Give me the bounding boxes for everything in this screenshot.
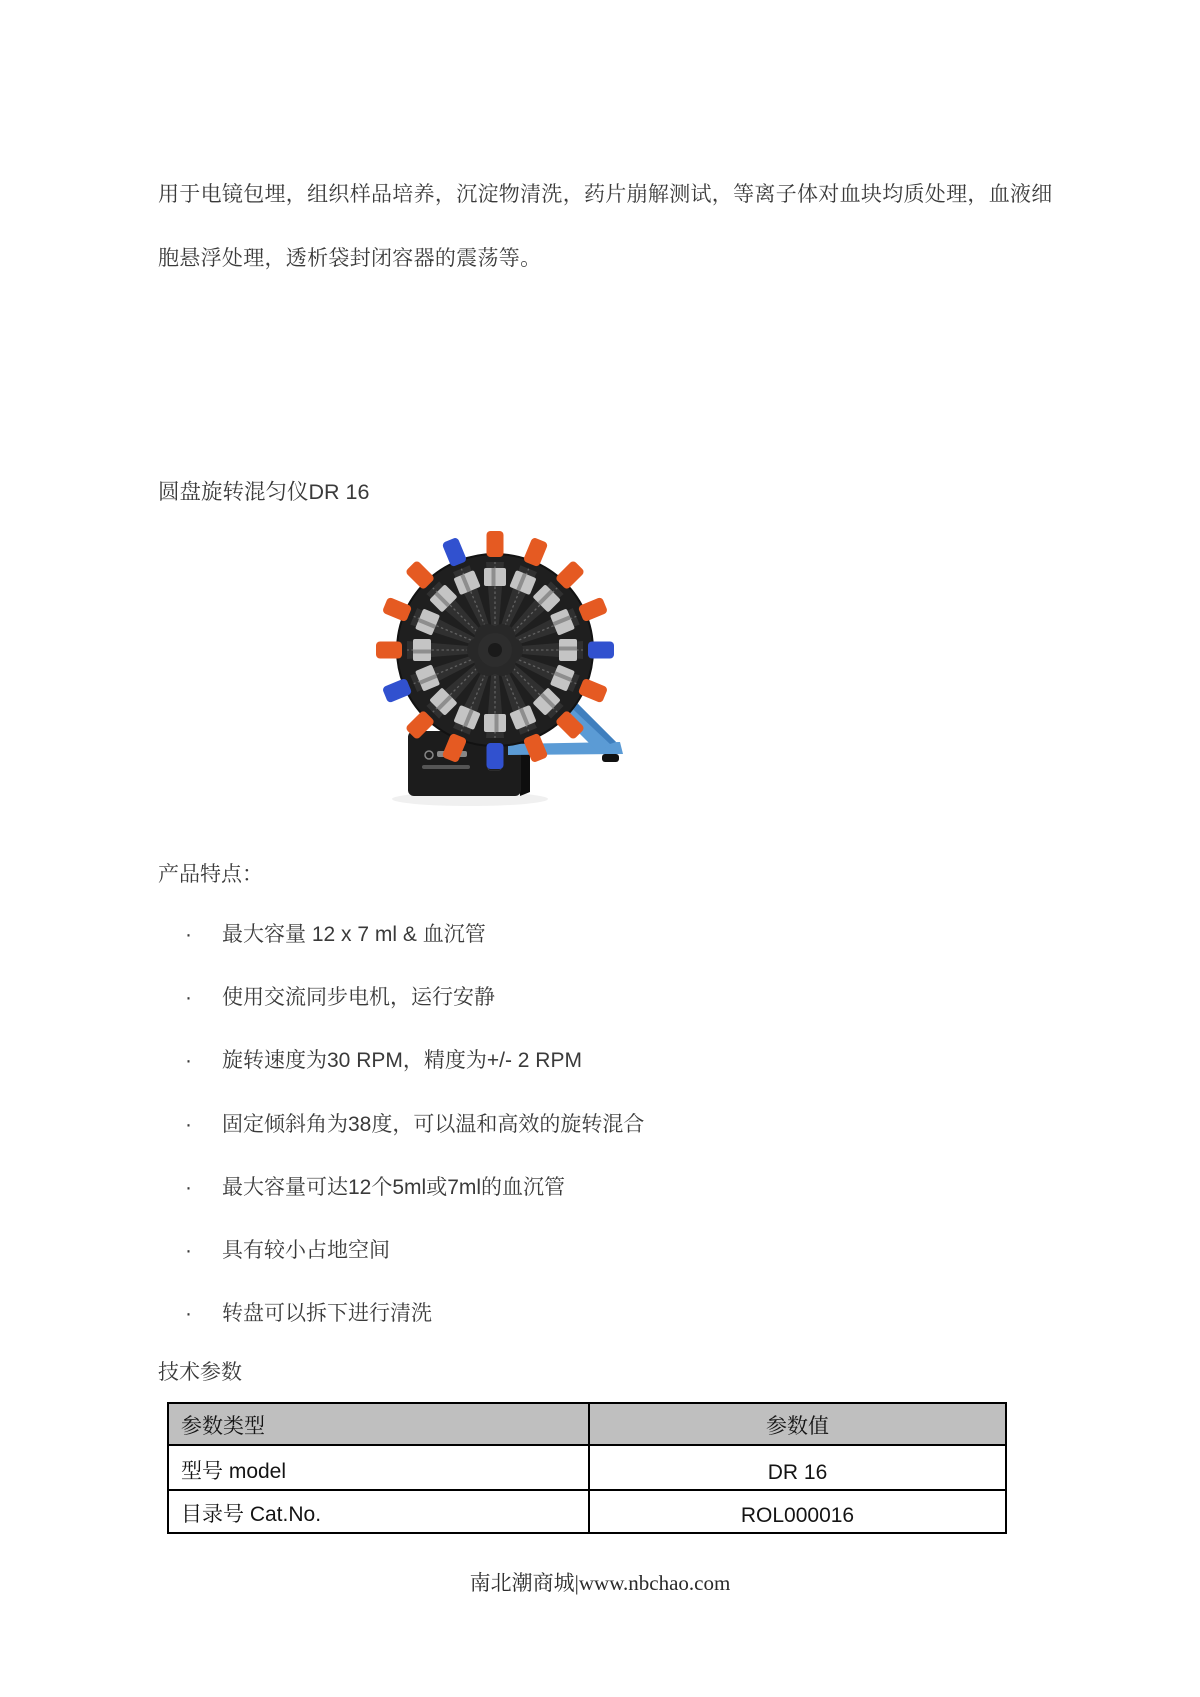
rotor-disk <box>376 531 614 769</box>
table-row <box>168 1490 1006 1533</box>
table-header-row <box>168 1403 1006 1445</box>
intro-line-2: 胞悬浮处理，透析袋封闭容器的震荡等。 <box>158 247 542 270</box>
header-param-value: 参数值 <box>589 1403 1006 1445</box>
list-item <box>158 1301 644 1364</box>
feature-list <box>158 922 644 1364</box>
intro-paragraph <box>158 163 1088 291</box>
list-item <box>158 985 644 1048</box>
cell-catno-label: 目录号 Cat.No. <box>168 1490 589 1533</box>
specs-heading: 技术参数 <box>158 1361 242 1384</box>
bracket-foot <box>602 754 619 762</box>
list-item <box>158 922 644 985</box>
intro-line-1: 用于电镜包埋，组织样品培养，沉淀物清洗，药片崩解测试，等离子体对血块均质处理，血液细 <box>158 183 1053 206</box>
tube-cap <box>487 531 504 557</box>
feature-text: 具有较小占地空间 <box>222 1238 390 1262</box>
feature-text: 转盘可以拆下进行清洗 <box>222 1302 432 1326</box>
tube-cap <box>487 743 504 769</box>
features-heading: 产品特点： <box>158 863 263 886</box>
bullet-marker: · <box>185 1238 192 1262</box>
product-image-disc-rotator <box>358 492 638 824</box>
header-param-type: 参数类型 <box>168 1403 589 1445</box>
feature-text: 使用交流同步电机，运行安静 <box>222 986 495 1010</box>
tube-cap <box>588 642 614 659</box>
bullet-marker: · <box>185 1175 192 1199</box>
list-item <box>158 1175 644 1238</box>
bullet-marker: · <box>185 986 192 1010</box>
bullet-marker: · <box>185 1112 192 1136</box>
list-item <box>158 1048 644 1111</box>
cell-model-value: DR 16 <box>589 1445 1006 1490</box>
table-row <box>168 1445 1006 1490</box>
bullet-marker: · <box>185 1302 192 1326</box>
product-title: 圆盘旋转混匀仪DR 16 <box>158 480 370 504</box>
bullet-marker: · <box>185 923 192 946</box>
feature-text: 旋转速度为30 RPM，精度为+/- 2 RPM <box>222 1049 582 1073</box>
feature-text: 最大容量 12 x 7 ml & 血沉管 <box>222 923 486 946</box>
bullet-marker: · <box>185 1049 192 1073</box>
footer-site-credit: 南北潮商城|www.nbchao.com <box>469 1571 731 1595</box>
cell-catno-value: ROL000016 <box>589 1490 1006 1533</box>
feature-text: 固定倾斜角为38度，可以温和高效的旋转混合 <box>222 1112 645 1136</box>
list-item <box>158 1238 644 1301</box>
cell-model-label: 型号 model <box>168 1445 589 1490</box>
specs-table <box>167 1402 1007 1534</box>
feature-text: 最大容量可达12个5ml或7ml的血沉管 <box>222 1175 566 1199</box>
tube-cap <box>376 642 402 659</box>
list-item <box>158 1112 644 1175</box>
